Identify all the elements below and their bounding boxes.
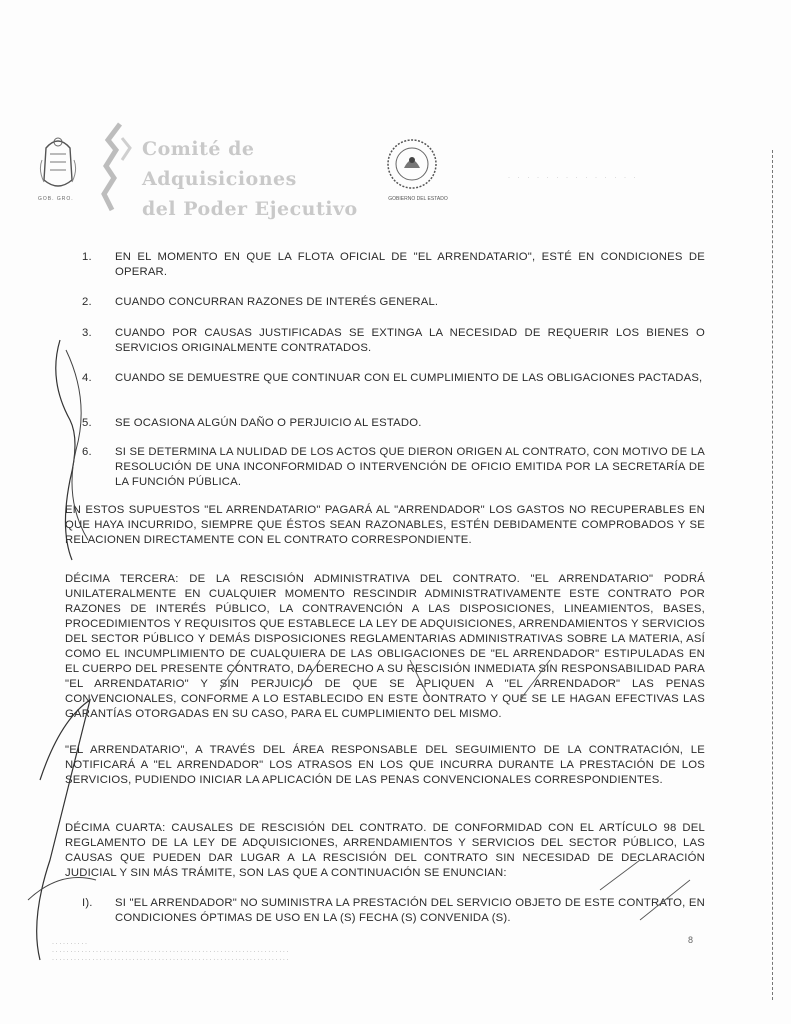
item-text: CUANDO SE DEMUESTRE QUE CONTINUAR CON EL CUMPLIMIENTO DE LAS OBLIGACIONES PACTADAS, [115,372,703,384]
committee-name-line-2: Adquisiciones [142,168,297,190]
right-seal-caption: GOBIERNO DEL ESTADO [388,196,448,202]
item-text: CUANDO CONCURRAN RAZONES DE INTERÉS GENERAL. [115,296,439,308]
clause-decima-tercera: DÉCIMA TERCERA: DE LA RESCISIÓN ADMINISTRATIVA DEL CONTRATO. "EL ARRENDATARIO" PODRÁ UNILATERALMENTE EN CUALQUIER MOMENTO RESCINDIR ADMINISTRATIVAMENTE ESTE CONTRATO POR RAZONES DE INTERÉS PÚBLICO, LA CONTRAVENCIÓN A LAS DISPOSICIONES, LINEAMIENTOS, BASES, PROCEDIMIENTOS Y REQUISITOS QUE ESTABLECE LA LEY DE ADQUISICIONES, ARRENDAMIENTOS Y SERVICIOS DEL SECTOR PÚBLICO Y DEMÁS DISPOSICIONES REGLAMENTARIAS ADMINISTRATIVAS SOBRE LA MATERIA, ASÍ COMO EL INCUMPLIMIENTO DE CUALQUIERA DE LAS OBLIGACIONES DE "EL ARRENDADOR" ESTIPULADAS EN EL CUERPO DEL PRESENTE CONTRATO, DA DERECHO A SU RESCISIÓN INMEDIATA SIN RESPONSABILIDAD PARA "EL ARRENDATARIO" Y SIN PERJUICIO DE QUE SE APLIQUEN A "EL ARRENDADOR" LAS PENAS CONVENCIONALES, CONFORME A LO ESTABLECIDO EN ESTE CONTRATO Y QUE SE LE HAGAN EFECTIVAS LAS GARANTÍAS OTORGADAS EN SU CASO, PARA EL CUMPLIMIENTO DEL MISMO. [65,573,705,720]
item-text: SI SE DETERMINA LA NULIDAD DE LOS ACTOS QUE DIERON ORIGEN AL CONTRATO, CON MOTIVO DE LA RESOLUCIÓN DE UNA INCONFORMIDAD O INTERVENCIÓN DE OFICIO EMITIDA POR LA SECRETARÍA DE LA FUNCIÓN PÚBLICA. [115,446,705,488]
item-number: 3. [82,327,92,339]
item-text: EN EL MOMENTO EN QUE LA FLOTA OFICIAL DE "EL ARRENDATARIO", ESTÉ EN CONDICIONES DE OPERAR. [115,251,705,278]
state-seal-icon [38,130,78,200]
page-edge-line [772,150,773,1000]
item-number: 2. [82,296,92,308]
committee-name-line-1: Comité de [142,138,255,160]
committee-logo-icon [98,120,138,215]
footer-faint-line: · · · · · · · · · · [52,941,87,947]
left-seal-caption: GOB. GRO. [38,196,74,202]
item-number: 1. [82,251,92,263]
government-seal-icon [386,138,438,190]
paragraph: EN ESTOS SUPUESTOS "EL ARRENDATARIO" PAGARÁ AL "ARRENDADOR" LOS GASTOS NO RECUPERABLES EN QUE HAYA INCURRIDO, SIEMPRE QUE ÉSTOS SEAN RAZONABLES, ESTÉN DEBIDAMENTE COMPROBADOS Y SE RELACIONEN DIRECTAMENTE CON EL CONTRATO CORRESPONDIENTE. [65,504,705,546]
item-number: 6. [82,446,92,458]
clause-decima-cuarta: DÉCIMA CUARTA: CAUSALES DE RESCISIÓN DEL CONTRATO. DE CONFORMIDAD CON EL ARTÍCULO 98 DEL REGLAMENTO DE LA LEY DE ADQUISICIONES, ARRENDAMIENTOS Y SERVICIOS DEL SECTOR PÚBLICO, LAS CAUSAS QUE PUEDEN DAR LUGAR A LA RESCISIÓN DEL CONTRATO SIN NECESIDAD DE DECLARACIÓN JUDICIAL Y SIN MÁS TRÁMITE, SON LAS QUE A CONTINUACIÓN SE ENUNCIAN: [65,822,705,879]
item-text: SE OCASIONA ALGÚN DAÑO O PERJUICIO AL ESTADO. [115,417,422,429]
paragraph: "EL ARRENDATARIO", A TRAVÉS DEL ÁREA RESPONSABLE DEL SEGUIMIENTO DE LA CONTRATACIÓN, LE NOTIFICARÁ A "EL ARRENDADOR" LOS ATRASOS EN LOS QUE INCURRA DURANTE LA PRESTACIÓN DE LOS SERVICIOS, PUDIENDO INICIAR LA APLICACIÓN DE LAS PENAS CONVENCIONALES CORRESPONDIENTES. [65,744,705,786]
item-text: SI "EL ARRENDADOR" NO SUMINISTRA LA PRESTACIÓN DEL SERVICIO OBJETO DE ESTE CONTRATO, EN CONDICIONES ÓPTIMAS DE USO EN LA (S) FECHA (S) CONVENIDA (S). [115,897,705,924]
item-number: I). [82,897,93,909]
committee-name [142,134,358,224]
header-faint-text: · · · · · · · · · · · · · · [508,175,639,181]
committee-name-line-3: del Poder Ejecutivo [142,198,358,220]
letterhead [38,120,738,230]
page-footer [52,940,732,964]
page-number: 8 [688,935,694,945]
item-number: 4. [82,372,92,384]
footer-faint-line: · · · · · · · · · · · · · · · · · · · · · · · · · · · · · · · · · · · · · · · · · · · · · · · · · · · · · · · · · · · · · · · · · [52,949,289,955]
footer-faint-line: · · · · · · · · · · · · · · · · · · · · · · · · · · · · · · · · · · · · · · · · · · · · · · · · · · · · · · · · · · · · · · · · · [52,957,289,963]
item-text: CUANDO POR CAUSAS JUSTIFICADAS SE EXTINGA LA NECESIDAD DE REQUERIR LOS BIENES O SERVICIOS ORIGINALMENTE CONTRATADOS. [115,327,705,354]
item-number: 5. [82,417,92,429]
